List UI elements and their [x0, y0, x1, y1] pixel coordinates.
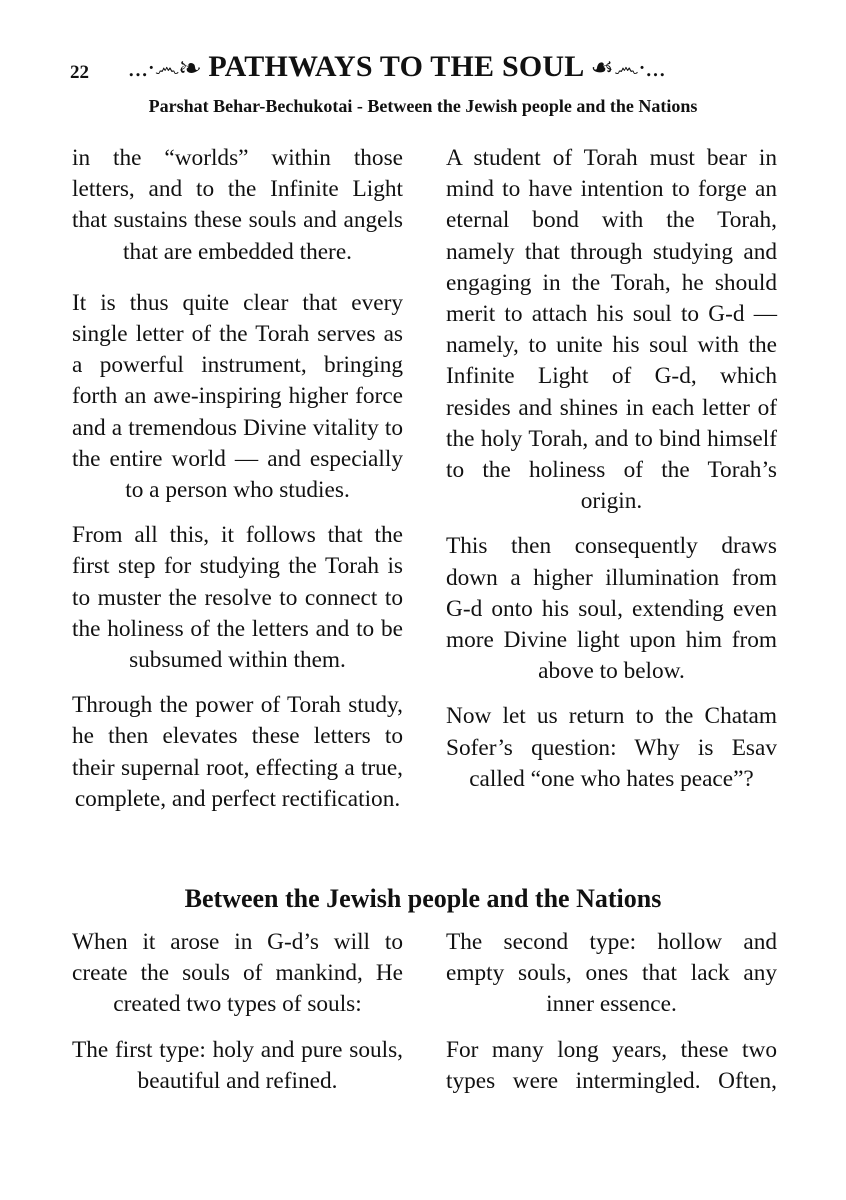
paragraph: A student of Torah must bear in mind to have intention to forge an eternal bond with the Torah, namely that through studying and engaging in the Torah, he should merit to attach his soul to G-d — namely, to unite his soul with the Infinite Light of G-d, which resides and shines in each letter of the holy Torah, and to bind himself to the holiness of the Torah’s origin. [446, 145, 777, 515]
paragraph: in the “worlds” within those letters, and to the Infinite Light that sustains these souls and angels that are embedded there. [72, 145, 403, 265]
running-title [128, 50, 728, 84]
book-title: PATHWAYS TO THE SOUL [208, 50, 583, 83]
paragraph: Now let us return to the Chatam Sofer’s question: Why is Esav called “one who hates peace”? [446, 703, 777, 792]
ornament-left-icon: ...∙෴❧ [128, 53, 201, 82]
section-heading: Between the Jewish people and the Nations [184, 884, 662, 913]
paragraph: When it arose in G-d’s will to create the souls of mankind, He created two types of souls: [72, 929, 403, 1018]
page-number: 22 [70, 62, 89, 83]
bottom-left-column [72, 927, 403, 1111]
top-right-column [446, 143, 777, 809]
paragraph: The second type: hollow and empty souls, ones that lack any inner essence. [446, 929, 777, 1018]
paragraph: This then consequently draws down a higher illumination from G-d onto his soul, extending even more Divine light upon him from above to below. [446, 533, 777, 685]
paragraph: It is thus quite clear that every single letter of the Torah serves as a powerful instrument, bringing forth an awe-inspiring higher force and a tremendous Divine vitality to the entire world — and especially to a person who studies. [72, 289, 403, 504]
paragraph: Through the power of Torah study, he then elevates these letters to their supernal root, effecting a true, complete, and perfect rectification. [72, 692, 403, 812]
ornament-right-icon: ☙෴∙... [590, 53, 666, 82]
top-left-column [72, 143, 403, 829]
paragraph: The first type: holy and pure souls, beautiful and refined. [72, 1036, 403, 1094]
paragraph: For many long years, these two types were intermingled. Often, [446, 1036, 777, 1094]
bottom-right-column [446, 927, 777, 1111]
running-subtitle: Parshat Behar-Bechukotai - Between the Jewish people and the Nations [148, 96, 698, 116]
paragraph: From all this, it follows that the first step for studying the Torah is to muster the resolve to connect to the holiness of the letters and to be subsumed within them. [72, 522, 403, 674]
